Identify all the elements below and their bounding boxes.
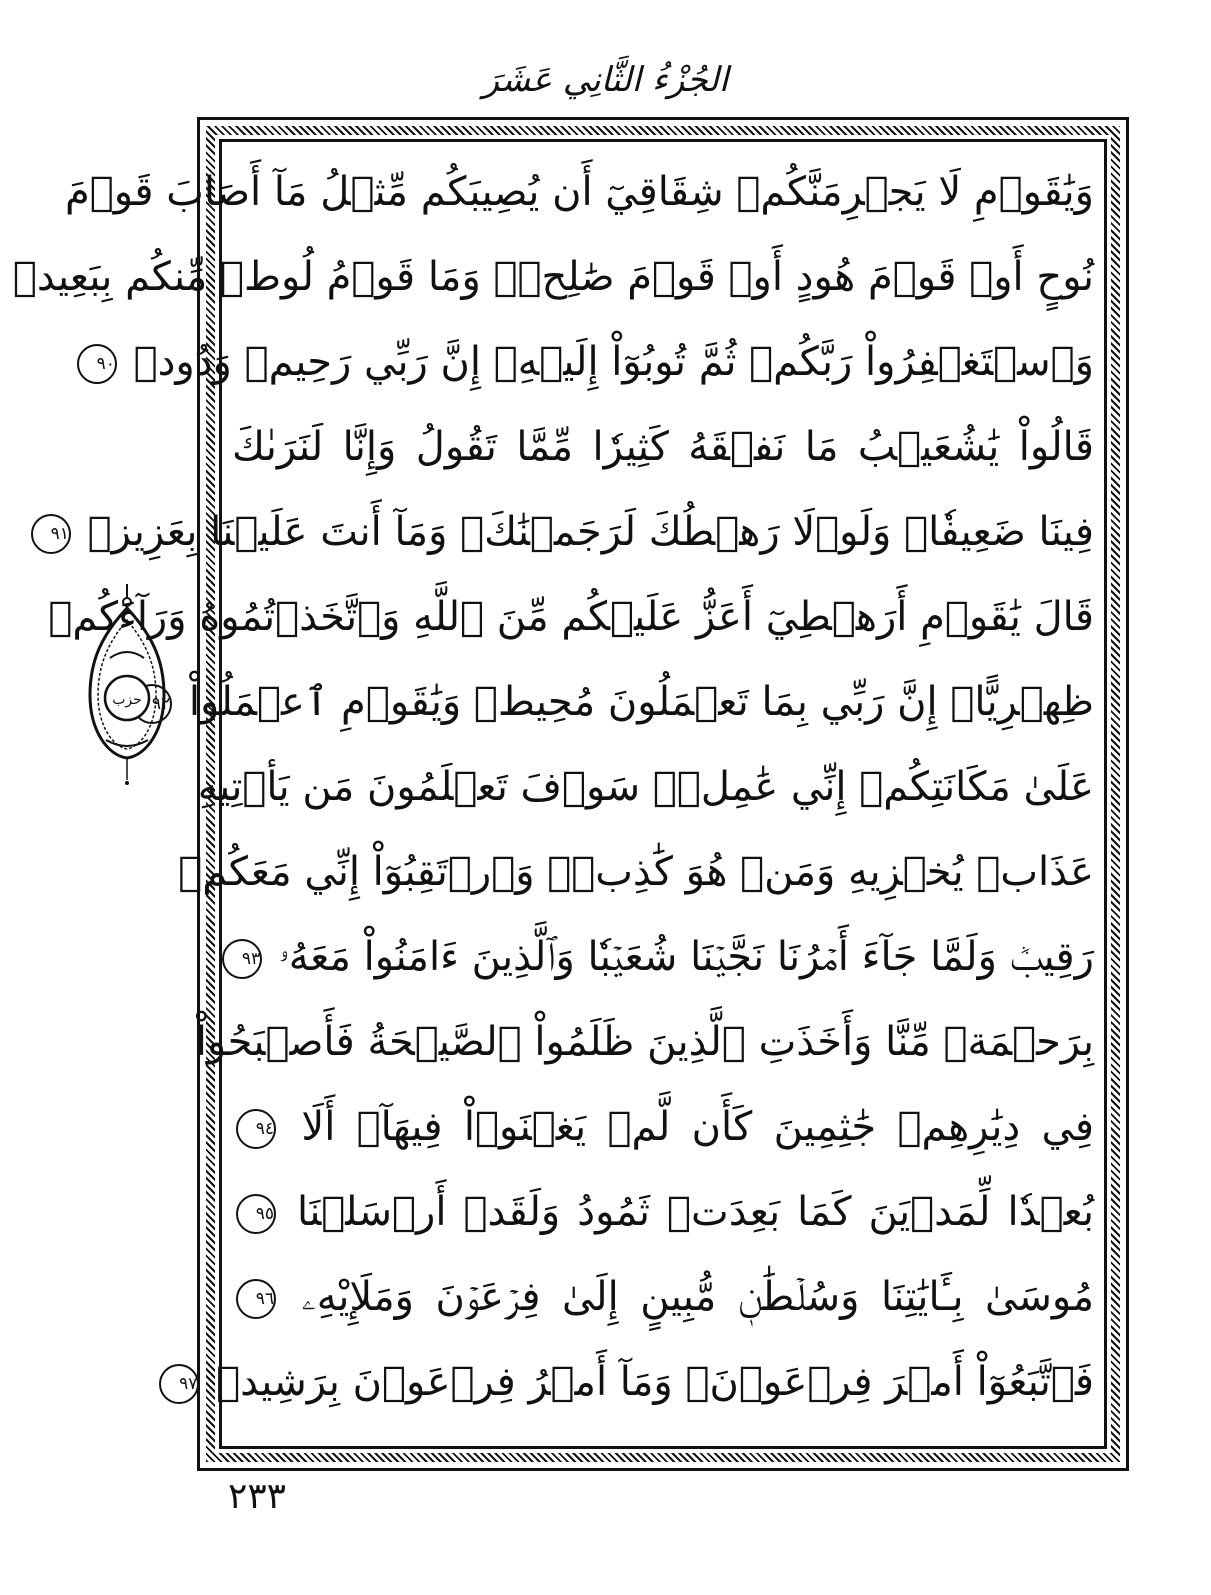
ayah-number-marker: ٩٣ [222, 939, 262, 979]
text-line [179, 1340, 1094, 1425]
line-text: نُوحٍ أَوۡ قَوۡمَ هُودٍ أَوۡ قَوۡمَ صَٰلِحٖۚ وَمَا قَوۡمُ لُوطٖ مِّنكُم بِبَعِيدٖ [12, 254, 1094, 300]
line-text: مُوسَىٰ بِـَٔايَٰتِنَا وَسُلۡطَٰنٖ مُّبِينٍ إِلَىٰ فِرۡعَوۡنَ وَمَلَإِيْهِۦ [301, 1274, 1095, 1320]
text-line [232, 1255, 1094, 1340]
line-text: بِرَحۡمَةٖ مِّنَّا وَأَخَذَتِ ٱلَّذِينَ ظَلَمُواْ ٱلصَّيۡحَةُ فَأَصۡبَحُواْ [195, 1019, 1094, 1065]
text-line [232, 1085, 1094, 1170]
text-line [178, 830, 1094, 915]
hizb-ornament-icon [82, 580, 172, 790]
line-text: وَٱسۡتَغۡفِرُواْ رَبَّكُمۡ ثُمَّ تُوبُوٓاْ إِلَيۡهِۚ إِنَّ رَبِّي رَحِيمٞ وَدُودٞ [133, 339, 1094, 385]
ayah-number-marker: ٩٧ [159, 1364, 199, 1404]
text-line [197, 745, 1094, 830]
line-text: فِينَا ضَعِيفٗاۖ وَلَوۡلَا رَهۡطُكَ لَرَجَمۡنَٰكَۖ وَمَآ أَنتَ عَلَيۡنَا بِعَزِيزٖ [87, 509, 1094, 555]
text-line [232, 915, 1094, 1000]
line-text: رَقِيبٞ وَلَمَّا جَآءَ أَمۡرُنَا نَجَّيۡنَا شُعَيۡبٗا وَٱلَّذِينَ ءَامَنُواْ مَعَهُۥ [278, 934, 1094, 980]
text-line [64, 150, 1094, 235]
line-text: بُعۡدٗا لِّمَدۡيَنَ كَمَا بَعِدَتۡ ثَمُودُ وَلَقَدۡ أَرۡسَلۡنَا [297, 1189, 1094, 1235]
page-number: ٢٣٣ [228, 1476, 287, 1517]
ayah-number-marker: ٩٤ [236, 1109, 276, 1149]
ayah-number-marker: ٩٥ [236, 1194, 276, 1234]
text-line [232, 405, 1094, 490]
line-text: فِي دِيَٰرِهِمۡ جَٰثِمِينَ كَأَن لَّمۡ يَغۡنَوۡاْ فِيهَآۗ أَلَا [301, 1104, 1095, 1150]
ayah-number-marker: ٩٢ [132, 684, 172, 724]
ayah-number-marker: ٩٦ [236, 1279, 276, 1319]
line-text: عَلَىٰ مَكَانَتِكُمۡ إِنِّي عَٰمِلٞۖ سَوۡفَ تَعۡلَمُونَ مَن يَأۡتِيهِ [197, 764, 1094, 810]
juz-header: الجُزْءُ الثَّانِي عَشَرَ [482, 60, 729, 100]
ayah-number-marker: ٩١ [31, 514, 71, 554]
line-text: عَذَابٞ يُخۡزِيهِ وَمَنۡ هُوَ كَٰذِبٞۖ وَٱرۡتَقِبُوٓاْ إِنِّي مَعَكُمۡ [178, 849, 1094, 895]
text-line [12, 235, 1094, 320]
line-text: ظِهۡرِيًّاۖ إِنَّ رَبِّي بِمَا تَعۡمَلُونَ مُحِيطٞ وَيَٰقَوۡمِ ٱعۡمَلُواْ [188, 679, 1094, 725]
text-line [151, 660, 1094, 745]
ayah-number-marker: ٩٠ [77, 344, 117, 384]
hizb-label: حزب [112, 692, 142, 708]
line-text: قَالَ يَٰقَوۡمِ أَرَهۡطِيٓ أَعَزُّ عَلَيۡكُم مِّنَ ٱللَّهِ وَٱتَّخَذۡتُمُوهُ وَرَآءَكُمۡ [48, 594, 1094, 640]
text-line [48, 575, 1094, 660]
text-line [232, 1170, 1094, 1255]
line-text: فَٱتَّبَعُوٓاْ أَمۡرَ فِرۡعَوۡنَۖ وَمَآ أَمۡرُ فِرۡعَوۡنَ بِرَشِيدٖ [216, 1359, 1094, 1405]
line-text: وَيَٰقَوۡمِ لَا يَجۡرِمَنَّكُمۡ شِقَاقِيٓ أَن يُصِيبَكُم مِّثۡلُ مَآ أَصَابَ قَوۡمَ [64, 169, 1094, 215]
text-line [96, 320, 1094, 405]
text-line [195, 1000, 1094, 1085]
line-text: قَالُواْ يَٰشُعَيۡبُ مَا نَفۡقَهُ كَثِيرٗا مِّمَّا تَقُولُ وَإِنَّا لَنَرَىٰكَ [232, 424, 1094, 470]
text-line [50, 490, 1094, 575]
